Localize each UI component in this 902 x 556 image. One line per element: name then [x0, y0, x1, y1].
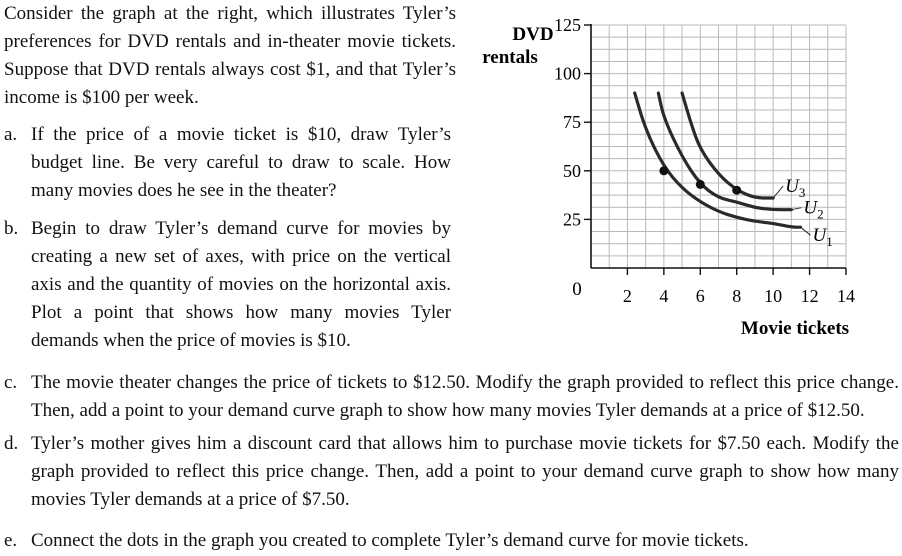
curve-label-letter: U	[812, 225, 827, 247]
question-letter: e.	[4, 530, 18, 551]
tangency-point	[732, 186, 741, 195]
curve-label-subscript: 2	[817, 206, 824, 222]
chart-grid	[591, 25, 846, 268]
curve-label-letter: U	[803, 197, 818, 219]
intro-paragraph: Consider the graph at the right, which illustrates Tyler’s preferences for DVD rentals and in-theater movie tickets. Suppose that DVD rentals always cost $1, and that Tyler’s income is $100 per week.	[4, 3, 456, 108]
y-axis-label-line2: rentals	[482, 47, 538, 68]
question-letter: a.	[4, 124, 18, 145]
curve-label-leader	[773, 186, 783, 198]
x-tick-label: 10	[764, 286, 783, 306]
curve-label-u2	[803, 198, 823, 222]
curve-label-subscript: 3	[798, 185, 806, 201]
indifference-curve-chart	[460, 0, 900, 345]
x-tick-label: 12	[800, 286, 819, 306]
curve-label-u3	[785, 176, 805, 200]
question-text: The movie theater changes the price of tickets to $12.50. Modify the graph provided to reflect this price change. Then, add a point to your demand curve graph to show how many movies Tyler demands at a price of $12.50.	[31, 372, 899, 421]
x-tick-label: 4	[659, 286, 669, 306]
tangency-point	[696, 180, 705, 189]
tangency-point	[659, 166, 668, 175]
x-tick-label: 14	[837, 286, 855, 306]
curve-label-u1	[812, 225, 832, 249]
y-tick-label: 75	[563, 112, 581, 133]
question-text: If the price of a movie ticket is $10, draw Tyler’s budget line. Be very careful to draw to scale. How many movies does he see in the theater?	[31, 124, 451, 201]
x-tick-label: 8	[732, 286, 742, 306]
question-text: Tyler’s mother gives him a discount card that allows him to purchase movie tickets for $7.50 each. Modify the graph provided to reflect this price change. Then, add a point to your demand curve graph to show how many movies Tyler demands at a price of $7.50.	[31, 433, 899, 510]
y-tick-label: 25	[563, 209, 581, 230]
indifference-curve-u3	[682, 93, 773, 198]
curve-label-leader	[791, 208, 801, 210]
origin-label: 0	[572, 279, 582, 300]
curve-label-letter: U	[785, 176, 799, 198]
y-tick-label: 125	[554, 15, 581, 35]
question-letter: c.	[4, 372, 18, 393]
curve-label-subscript: 1	[826, 234, 833, 250]
question-letter: b.	[4, 218, 19, 239]
x-tick-label: 2	[622, 286, 632, 306]
x-tick-label: 6	[695, 286, 705, 306]
question-text: Begin to draw Tyler’s demand curve for movies by creating a new set of axes, with price on the vertical axis and the quantity of movies on the horizontal axis. Plot a point that shows how many movies Tyler demands when the price of movies is $10.	[31, 218, 451, 351]
question-text: Connect the dots in the graph you created to complete Tyler’s demand curve for movie tickets.	[31, 530, 749, 551]
y-tick-label: 50	[563, 160, 581, 181]
y-axis-label-line1: DVD	[512, 24, 554, 45]
x-axis-label: Movie tickets	[740, 318, 850, 339]
y-tick-label: 100	[554, 63, 581, 84]
question-letter: d.	[4, 433, 19, 454]
